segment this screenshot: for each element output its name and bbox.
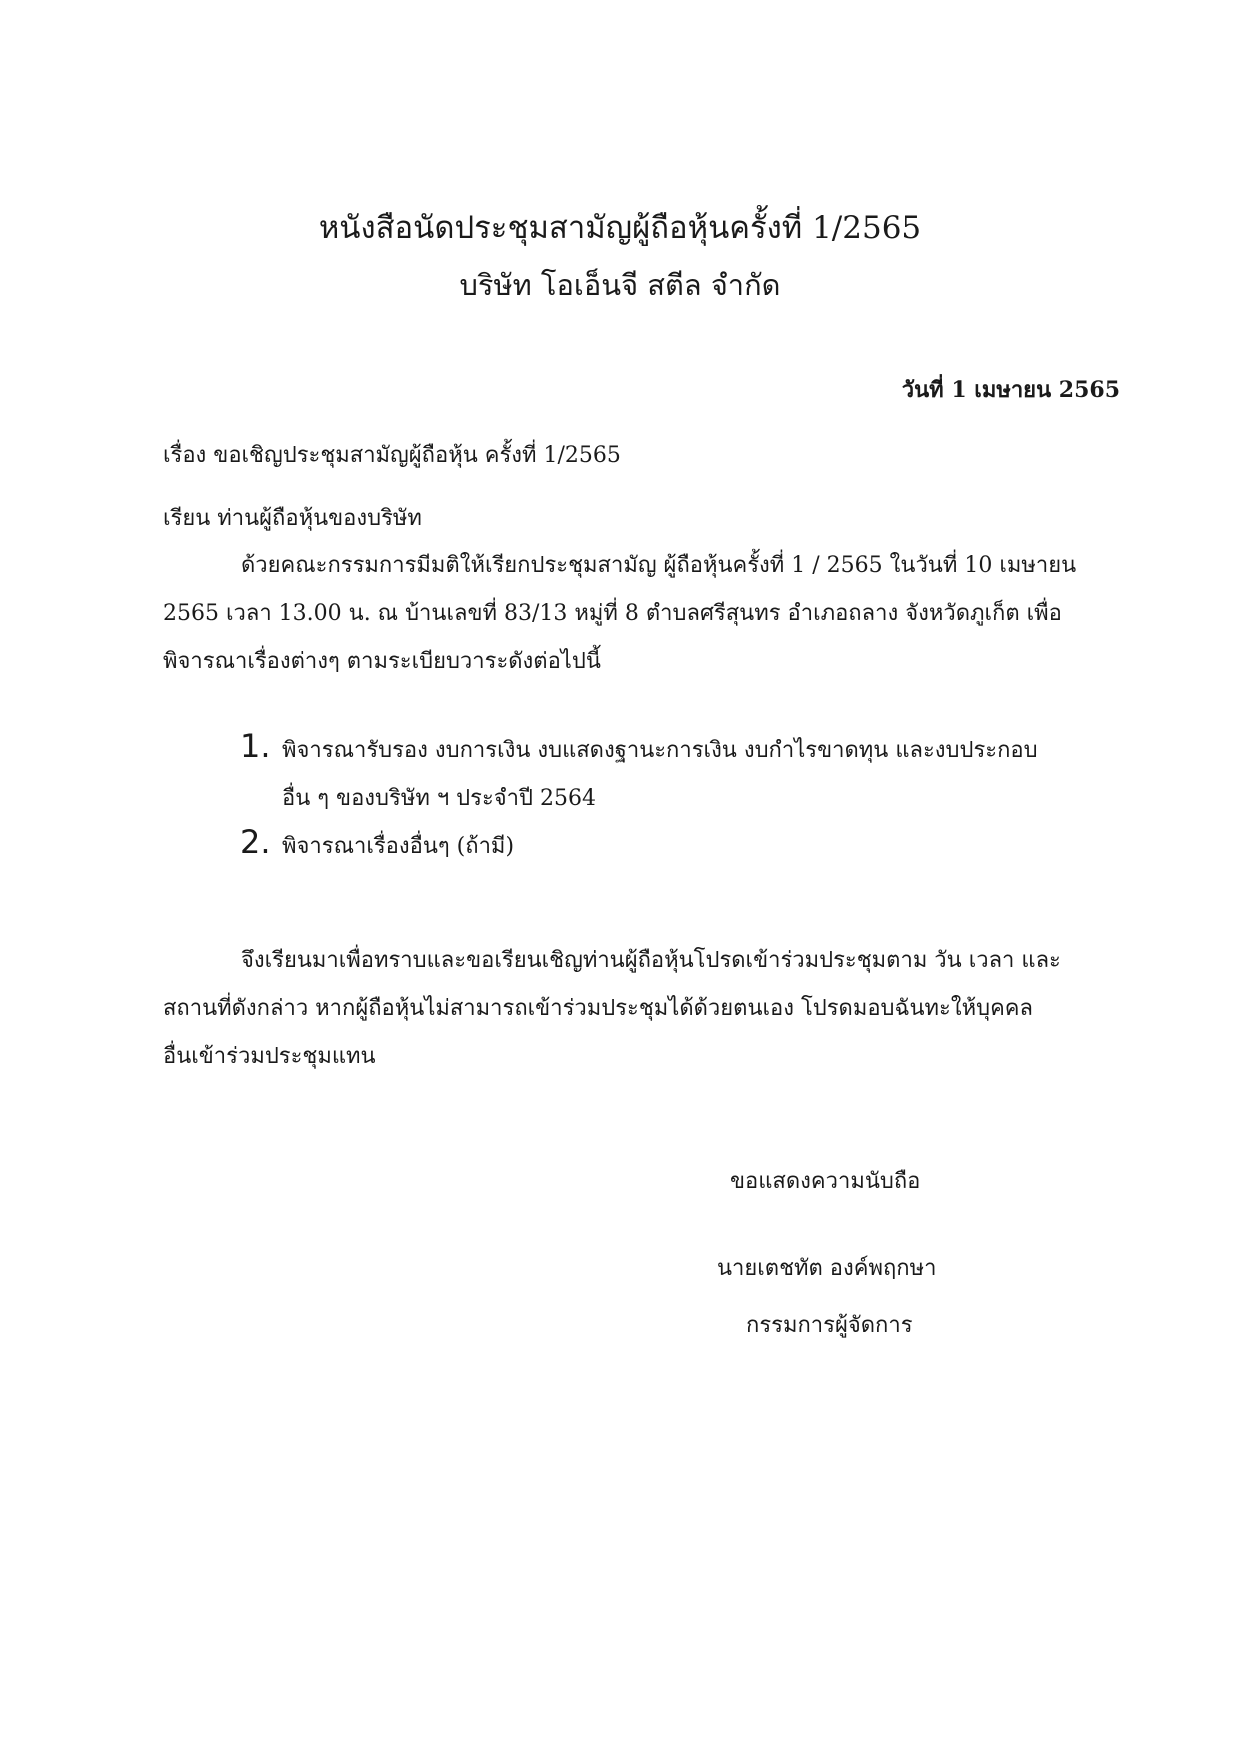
recipient-line: เรียน ท่านผู้ถือหุ้นของบริษัท [163,506,422,531]
closing-regards: ขอแสดงความนับถือ [730,1169,921,1194]
agenda-item-number: 2. [240,823,271,861]
intro-line: 2565 เวลา 13.00 น. ณ บ้านเลขที่ 83/13 หมู่ที่ 8 ตำบลศรีสุนทร อำเภอถลาง จังหวัดภูเก็ต เพื่อ [163,601,1062,626]
closing-paragraph [163,937,1120,1081]
intro-paragraph [163,542,1120,686]
subject-line: เรื่อง ขอเชิญประชุมสามัญผู้ถือหุ้น ครั้งที่ 1/2565 [163,443,621,468]
agenda-item-text: พิจารณารับรอง งบการเงิน งบแสดงฐานะการเงิน งบกำไรขาดทุน และงบประกอบ [282,738,1038,763]
agenda-item-text: อื่น ๆ ของบริษัท ฯ ประจำปี 2564 [282,786,596,811]
document-title: หนังสือนัดประชุมสามัญผู้ถือหุ้นครั้งที่ 1/2565 [318,210,922,246]
intro-line: พิจารณาเรื่องต่างๆ ตามระเบียบวาระดังต่อไปนี้ [163,649,601,674]
closing-line: อื่นเข้าร่วมประชุมแทน [163,1044,376,1069]
agenda-item [240,823,1120,877]
agenda-item-text: พิจารณาเรื่องอื่นๆ (ถ้ามี) [282,834,515,859]
document-date: วันที่ 1 เมษายน 2565 [901,377,1120,403]
signer-position: กรรมการผู้จัดการ [746,1313,913,1338]
agenda-item-number: 1. [240,727,271,765]
signer-name: นายเตชทัต องค์พฤกษา [717,1256,937,1281]
company-name: บริษัท โอเอ็นจี สตีล จำกัด [459,268,781,302]
closing-line: จึงเรียนมาเพื่อทราบและขอเรียนเชิญท่านผู้ถือหุ้นโปรดเข้าร่วมประชุมตาม วัน เวลา และ [241,948,1061,973]
intro-line: ด้วยคณะกรรมการมีมติให้เรียกประชุมสามัญ ผู้ถือหุ้นครั้งที่ 1 / 2565 ในวันที่ 10 เมษายน [241,553,1077,578]
agenda-list [240,727,1120,877]
closing-line: สถานที่ดังกล่าว หากผู้ถือหุ้นไม่สามารถเข้าร่วมประชุมได้ด้วยตนเอง โปรดมอบฉันทะให้บุคคล [163,996,1033,1021]
agenda-item [240,727,1120,829]
